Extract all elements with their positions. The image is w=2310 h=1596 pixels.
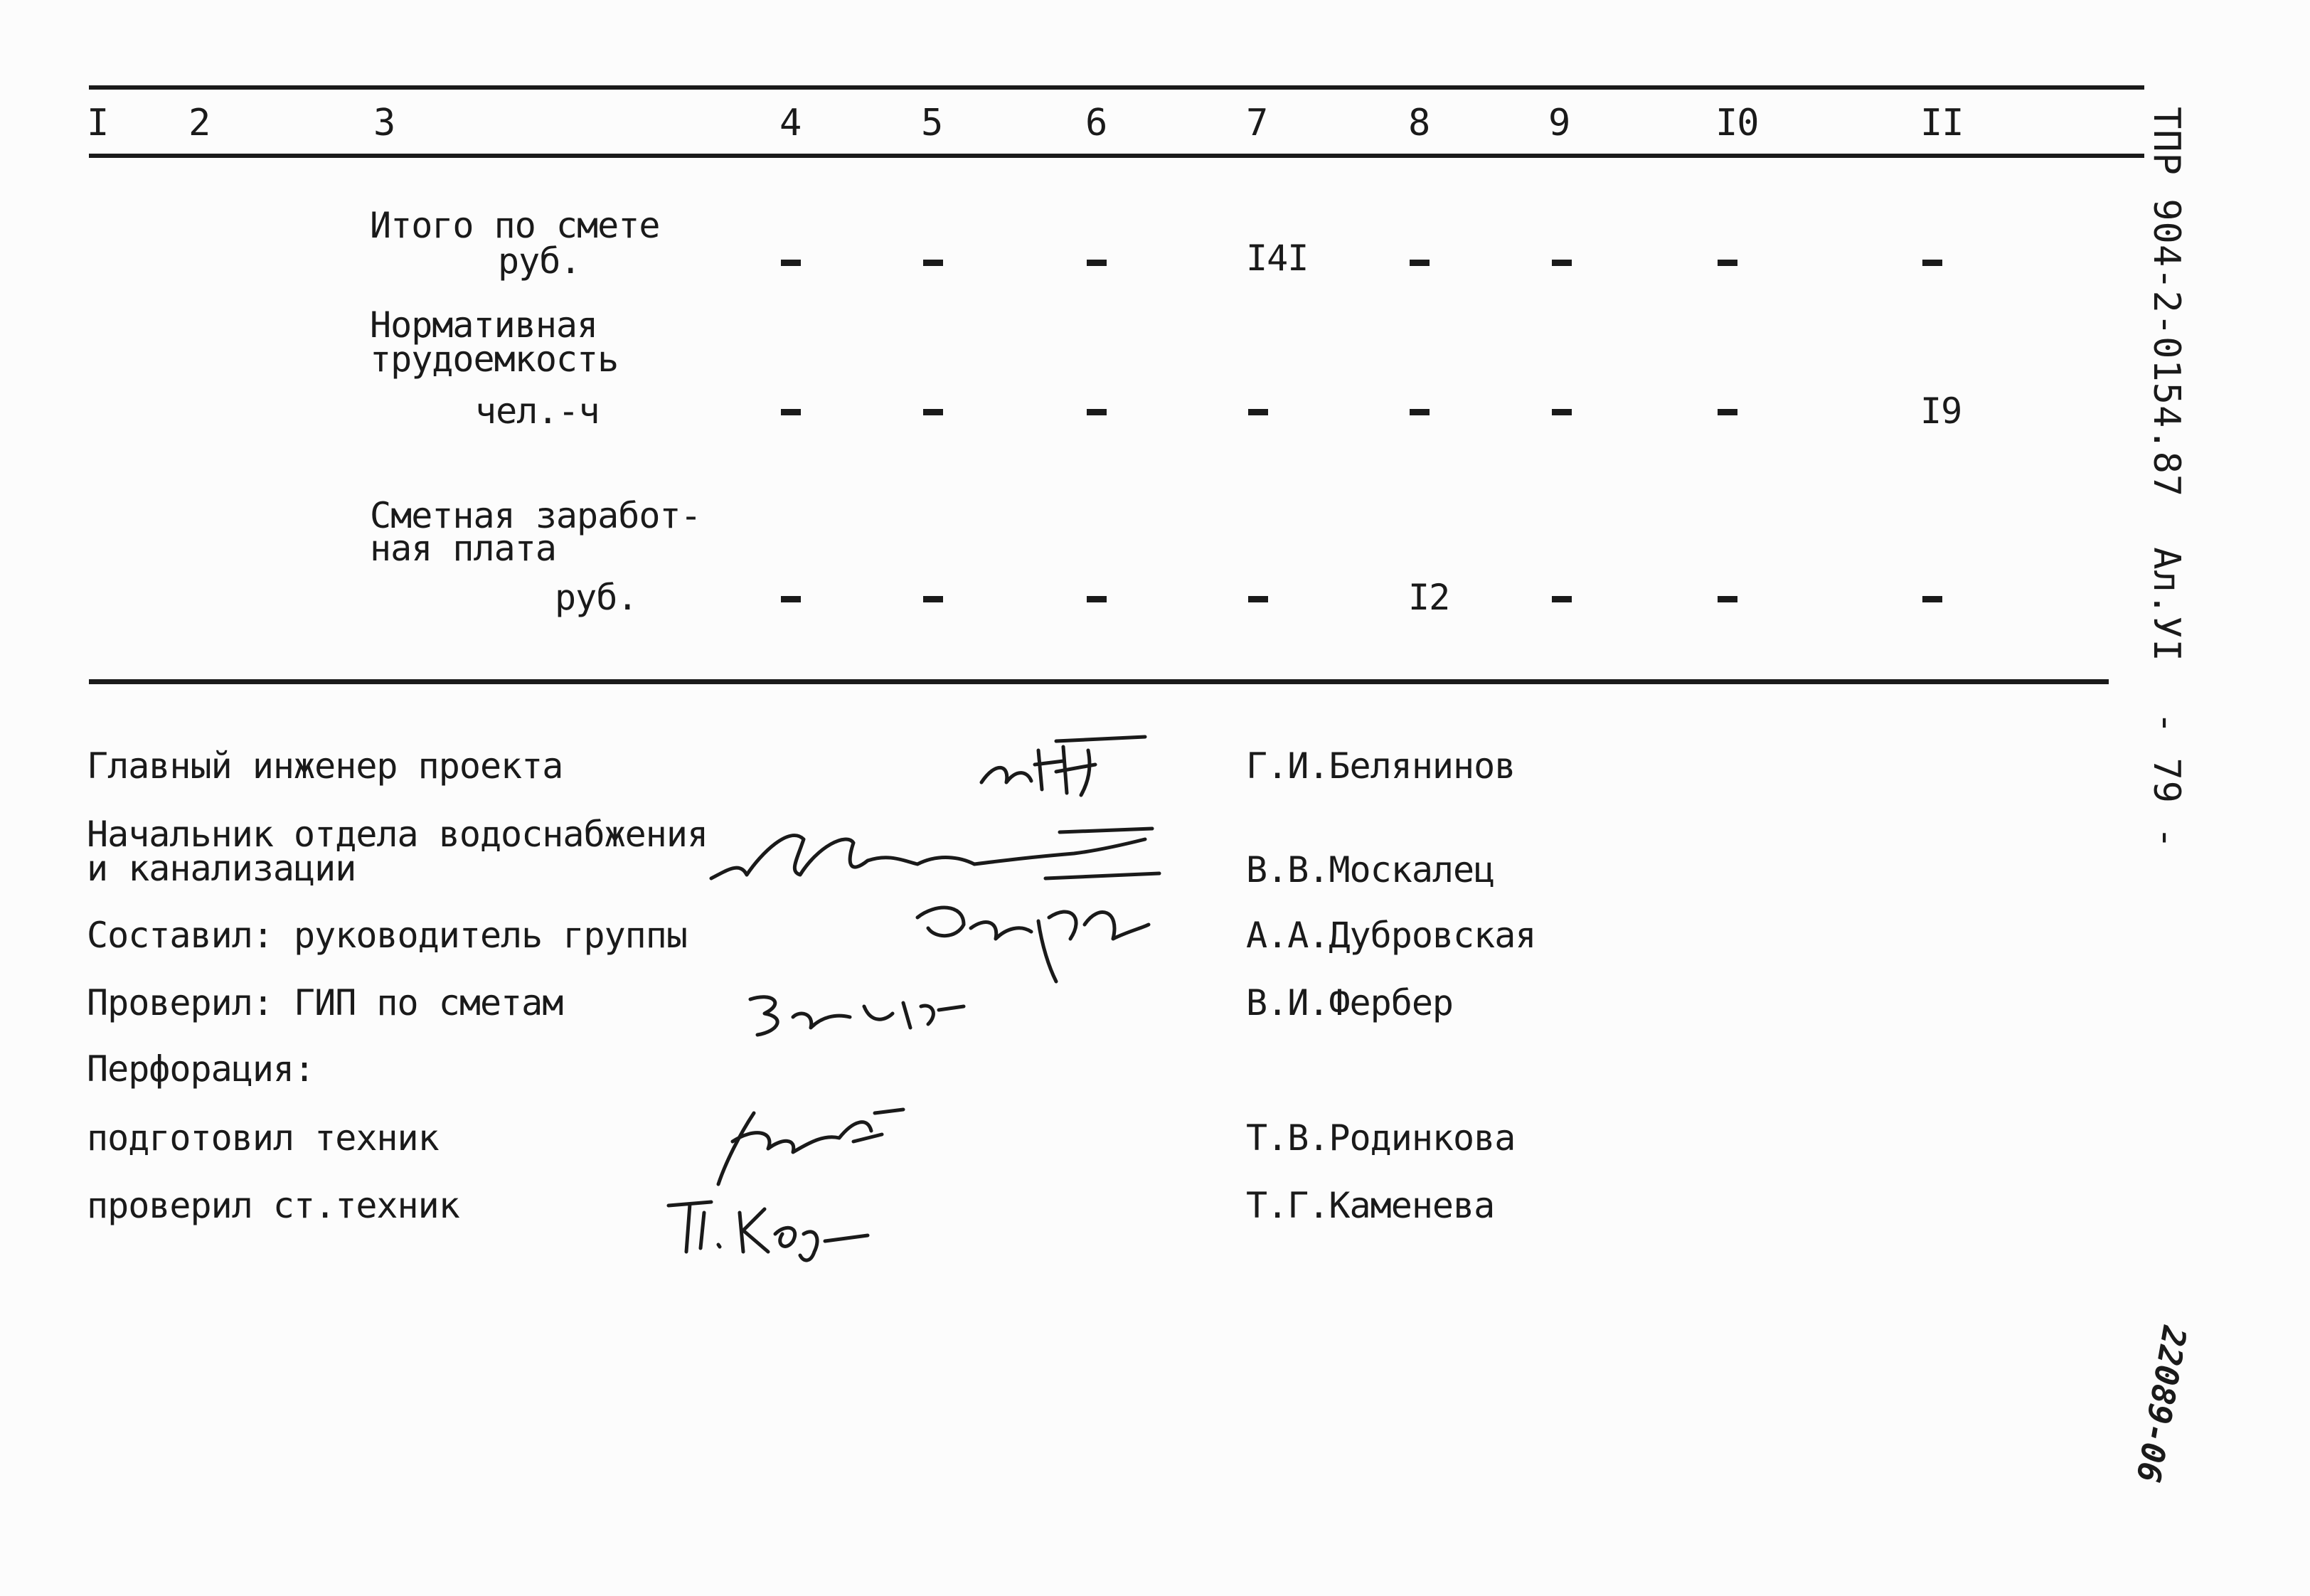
row-label: трудоемкость [370,339,619,380]
col-header-8: 8 [1408,102,1430,144]
col-header-9: 9 [1548,102,1570,144]
dash-mark [781,596,801,602]
signature-role: проверил ст.техник [87,1185,459,1226]
row-label: ная плата [370,528,556,569]
signature-role: и канализации [87,848,356,889]
dash-mark [1410,260,1430,266]
col-header-4: 4 [779,102,802,144]
signature-role: подготовил техник [87,1117,439,1159]
dash-mark [1718,596,1737,602]
dash-mark [1552,596,1572,602]
signature-role: Проверил: ГИП по сметам [87,982,563,1023]
dash-mark [1087,260,1107,266]
signature-name: А.А.Дубровская [1246,915,1536,956]
dash-mark [1922,260,1942,266]
cell-value: I2 [1408,577,1450,618]
dash-mark [1552,260,1572,266]
dash-mark [781,409,801,415]
handwritten-signature [907,889,1163,989]
dash-mark [923,596,943,602]
col-header-6: 6 [1085,102,1107,144]
handwritten-signature [974,733,1159,804]
page-number: - 79 - [2145,711,2188,850]
dash-mark [1087,409,1107,415]
col-header-1: I [87,102,109,144]
signature-name: Т.В.Родинкова [1246,1117,1516,1159]
margin-stamp [2145,107,2188,900]
row-label-unit: чел.-ч [475,390,600,432]
signature-name: Г.И.Белянинов [1246,745,1516,787]
dash-mark [1410,409,1430,415]
dash-mark [923,409,943,415]
perforation-heading: Перфорация: [87,1048,315,1090]
col-header-2: 2 [188,102,211,144]
dash-mark [781,260,801,266]
signature-role: Главный инженер проекта [87,745,563,787]
dash-mark [1718,260,1737,266]
row-label-unit: руб. [498,240,581,282]
dash-mark [1248,596,1268,602]
col-header-11: II [1920,102,1964,144]
dash-mark [1922,596,1942,602]
handwritten-signature [743,985,971,1049]
dash-mark [923,260,943,266]
project-code: ТПР 904-2-0154.87 [2145,107,2188,498]
handwritten-signature [704,811,1166,896]
row-label: Нормативная [370,304,598,346]
row-label: Итого по смете [370,205,660,246]
signature-name: В.И.Фербер [1246,982,1454,1023]
table-bottom-rule [89,679,2109,684]
col-header-3: 3 [373,102,395,144]
dash-mark [1552,409,1572,415]
header-bottom-rule [89,154,2144,158]
row-label-unit: руб. [555,577,638,618]
handwritten-signature [711,1099,910,1191]
inventory-stamp: 22089-06 [2129,1323,2194,1486]
col-header-5: 5 [921,102,943,144]
dash-mark [1087,596,1107,602]
signature-name: Т.Г.Каменева [1246,1185,1495,1226]
album-number: Ал.УI [2145,547,2188,662]
dash-mark [1248,409,1268,415]
handwritten-signature [661,1184,889,1262]
table-top-rule [89,85,2144,90]
cell-value: I4I [1246,238,1309,279]
col-header-10: I0 [1715,102,1759,144]
signature-role: Составил: руководитель группы [87,915,687,956]
row-label: Сметная заработ- [370,495,701,536]
signature-name: В.В.Москалец [1246,849,1495,890]
signature-role: Начальник отдела водоснабжения [87,814,708,855]
dash-mark [1718,409,1737,415]
cell-value: I9 [1920,390,1962,432]
col-header-7: 7 [1246,102,1268,144]
